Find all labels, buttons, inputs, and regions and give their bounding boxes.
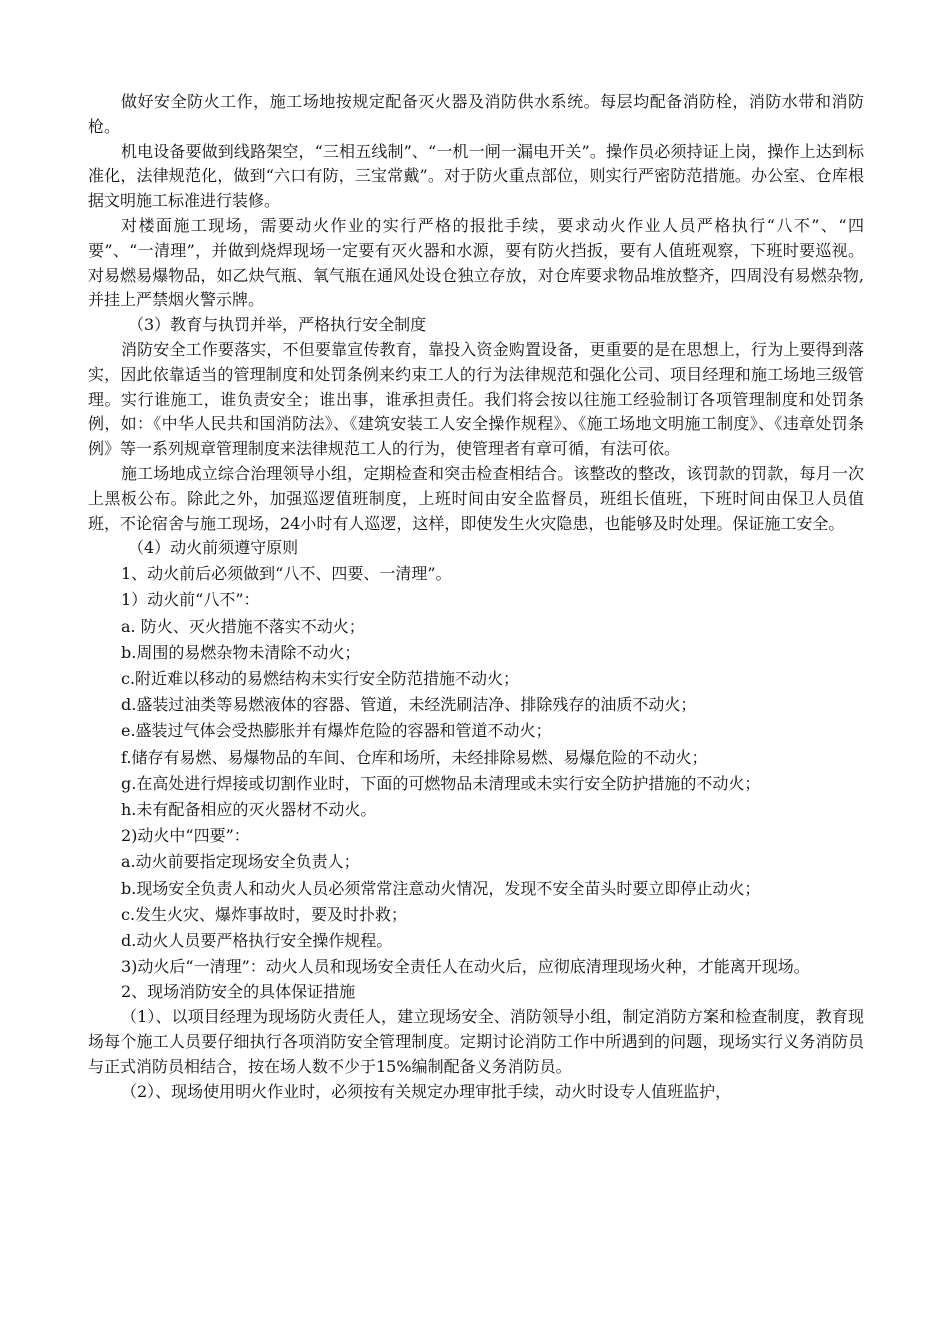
list-item: h.未有配备相应的灭火器材不动火。 <box>121 799 377 819</box>
paragraph-safety-system: 消防安全工作要落实，不但要靠宣传教育，靠投入资金购置设备，更重要的是在思想上，行为上要得到落实，因此依靠适当的管理制度和处罚条例来约束工人的行为法律规范和强化公司、项目经理和施工场地三级管理。实行谁施工，谁负责安全；谁出事，谁承担责任。我们将会按以往施工经验制订各项管理制度和处罚条例，如：《中华人民共和国消防法》、《建筑安装工人安全操作规程》、《施工场地文明施工制度》、《违章处罚条例》等一系列规章管理制度来法律规范工人的行为，使管理者有章可循，有法可依。 <box>88 339 864 459</box>
list-item: a. 防火、灭火措施不落实不动火； <box>121 616 365 636</box>
list-item: 1）动火前“八不”： <box>121 590 260 610</box>
paragraph-fire-equipment: 做好安全防火工作，施工场地按规定配备灭火器及消防供水系统。每层均配备消防栓，消防水带和消防枪。 <box>88 92 864 136</box>
list-item: 1、动火前后必须做到“八不、四要、一清理”。 <box>121 564 452 584</box>
paragraph-floor-hot-work: 对楼面施工现场，需要动火作业的实行严格的报批手续，要求动火作业人员严格执行“八不”、“四要”、“一清理”，并做到烧焊现场一定要有灭火器和水源，要有防火挡扳，要有人值班观察，下班时要巡视。对易燃易爆物品，如乙炔气瓶、氧气瓶在通风处设仓独立存放，对仓库要求物品堆放整齐，四周没有易燃杂物,并挂上严禁烟火警示牌。 <box>88 215 864 310</box>
paragraph-inspection-group: 施工场地成立综合治理领导小组，定期检查和突击检查相结合。该整改的整改，该罚款的罚款，每月一次上黑板公布。除此之外，加强巡逻值班制度，上班时间由安全监督员，班组长值班，下班时间由保卫人员值班，不论宿舍与施工现场，24小时有人巡逻，这样，即使发生火灾隐患，也能够及时处理。保证施工安全。 <box>88 463 864 533</box>
section-heading-4: （4）动火前须遵守原则 <box>128 538 299 558</box>
paragraph-measure-2: （2）、现场使用明火作业时，必须按有关规定办理审批手续，动火时设专人值班监护， <box>121 1081 732 1101</box>
list-item: 3)动火后“一清理”：动火人员和现场安全责任人在动火后，应彻底清理现场火种，才能离开现场。 <box>121 957 810 977</box>
paragraph-measure-1: （1）、以项目经理为现场防火责任人，建立现场安全、消防领导小组，制定消防方案和检查制度，教育现场每个施工人员要仔细执行各项消防安全管理制度。定期讨论消防工作中所遇到的问题，现场实行义务消防员与正式消防员相结合，按在场人数不少于15%编制配备义务消防员。 <box>88 1007 864 1076</box>
list-item: b.周围的易燃杂物未清除不动火； <box>121 642 361 662</box>
list-item: c.发生火灾、爆炸事故时，要及时扑救； <box>121 904 408 924</box>
list-item: b.现场安全负责人和动火人员必须常常注意动火情况，发现不安全苗头时要立即停止动火； <box>121 878 761 898</box>
list-item: e.盛装过气体会受热膨胀并有爆炸危险的容器和管道不动火； <box>121 721 552 741</box>
list-item: 2)动火中“四要”： <box>121 826 250 846</box>
section-heading-3: （3）教育与执罚并举，严格执行安全制度 <box>128 315 427 335</box>
paragraph-electrical-equipment: 机电设备要做到线路架空，“三相五线制”、“一机一闸一漏电开关”。操作员必须持证上岗，操作上达到标准化，法律规范化，做到“六口有防，三宝常戴”。对于防火重点部位，则实行严密防范措施。办公室、仓库根据文明施工标准进行装修。 <box>88 141 864 211</box>
list-item: a.动火前要指定现场安全负责人； <box>121 852 360 872</box>
list-item: f.储存有易燃、易爆物品的车间、仓库和场所，未经排除易燃、易爆危险的不动火； <box>121 747 708 767</box>
list-item: g.在高处进行焊接或切割作业时，下面的可燃物品未清理或未实行安全防护措施的不动火； <box>121 773 761 793</box>
document-page <box>88 90 864 1104</box>
list-item: d.盛装过油类等易燃液体的容器、管道，未经洗刷洁净、排除残存的油质不动火； <box>121 695 697 715</box>
section-heading-2: 2、现场消防安全的具体保证措施 <box>121 982 356 1002</box>
list-item: c.附近难以移动的易燃结构未实行安全防范措施不动火； <box>121 668 520 688</box>
list-item: d.动火人员要严格执行安全操作规程。 <box>121 930 393 950</box>
